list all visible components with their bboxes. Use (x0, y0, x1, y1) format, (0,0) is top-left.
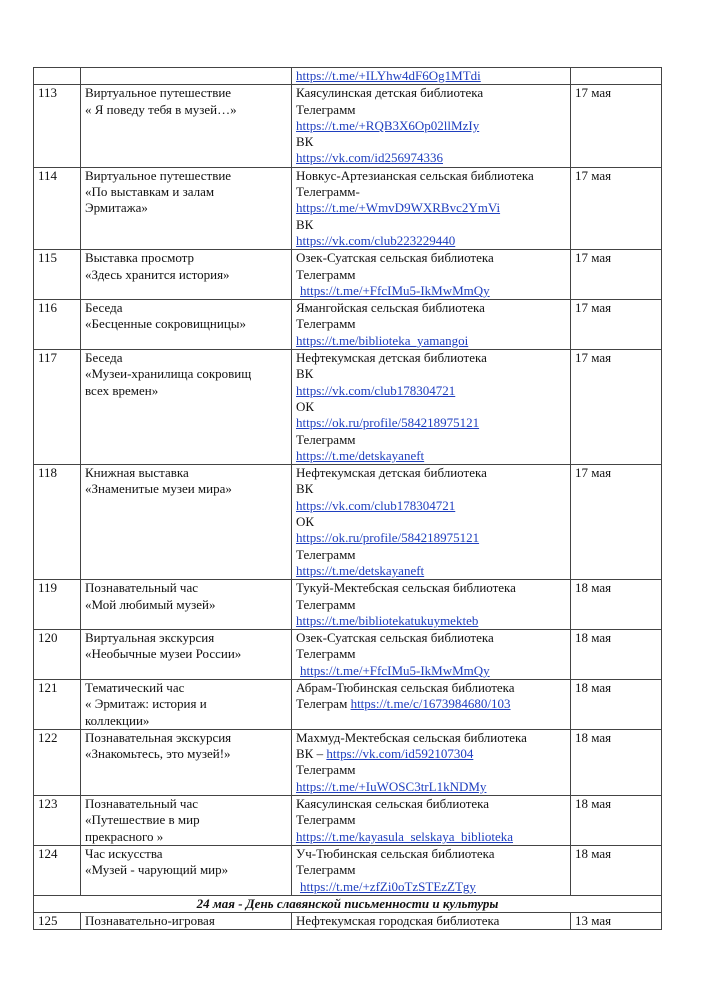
library-cell (292, 580, 571, 630)
social-link[interactable]: https://t.me/+RQB3X6Op02llMzIy (296, 117, 480, 133)
table-row (34, 796, 662, 846)
event-type: Познавательная экскурсия (85, 729, 232, 745)
row-number: 122 (34, 729, 81, 795)
library-name: Абрам-Тюбинская сельская библиотека (296, 679, 515, 695)
event-date: 18 мая (571, 679, 662, 729)
row-number: 114 (34, 167, 81, 249)
platform-label: ВК (296, 366, 314, 382)
library-name: Каясулинская сельская библиотека (296, 796, 490, 812)
event-title: «Музеи-хранилища сокровищ (85, 366, 252, 382)
event-type: Час искусства (85, 845, 163, 861)
platform-label: ВК (296, 481, 314, 497)
event-type: Беседа (85, 300, 123, 316)
event-title-cont: всех времен» (85, 382, 159, 398)
social-link[interactable]: https://ok.ru/profile/584218975121 (296, 530, 480, 546)
row-number: 117 (34, 350, 81, 465)
table-row (34, 845, 662, 895)
library-cell (292, 300, 571, 350)
platform-label: Телеграмм (296, 101, 356, 117)
events-table (33, 67, 662, 930)
event-type: Познавательно-игровая (81, 913, 292, 930)
contact-line (296, 746, 566, 762)
event-type: Выставка просмотр (85, 250, 195, 266)
event-cell (81, 580, 292, 630)
platform-label: Телеграмм (296, 862, 356, 878)
row-number: 118 (34, 465, 81, 580)
library-name: Тукуй-Мектебская сельская библиотека (296, 580, 516, 596)
event-date: 13 мая (571, 913, 662, 930)
event-title: «Бесценные сокровищницы» (85, 316, 247, 332)
library-name: Махмуд-Мектебская сельская библиотека (296, 729, 527, 745)
event-cell (81, 729, 292, 795)
section-row (34, 895, 662, 912)
row-number: 119 (34, 580, 81, 630)
event-type: Познавательный час (85, 580, 198, 596)
event-cell (81, 167, 292, 249)
library-cell (292, 796, 571, 846)
library-name: Озек-Суатская сельская библиотека (296, 250, 494, 266)
telegram-link[interactable]: https://t.me/+ILYhw4dF6Og1MTdi (296, 68, 481, 83)
event-title: «Музей - чарующий мир» (85, 862, 229, 878)
event-title: «По выставкам и залам (85, 184, 215, 200)
event-date: 18 мая (571, 845, 662, 895)
social-link[interactable]: https://vk.com/id256974336 (296, 150, 443, 166)
event-title: «Знакомьтесь, это музей!» (85, 746, 231, 762)
row-number: 124 (34, 845, 81, 895)
event-date: 17 мая (571, 465, 662, 580)
event-date: 17 мая (571, 167, 662, 249)
section-title: 24 мая - День славянской письменности и культуры (34, 895, 662, 912)
platform-label: ВК – (296, 746, 327, 762)
row-number: 123 (34, 796, 81, 846)
library-cell (292, 729, 571, 795)
event-title-cont: коллекции» (85, 712, 150, 728)
event-title: «Мой любимый музей» (85, 596, 216, 612)
library-name: Новкус-Артезианская сельская библиотека (296, 167, 534, 183)
table-row (34, 250, 662, 300)
library-cell (292, 630, 571, 680)
platform-label: Телеграмм (296, 646, 356, 662)
platform-label: Телеграмм (296, 762, 356, 778)
event-date: 17 мая (571, 85, 662, 167)
platform-label: Телеграмм (296, 596, 356, 612)
library-cell (292, 85, 571, 167)
social-link[interactable]: https://t.me/+FfcIMu5-IkMwMmQy (300, 282, 490, 298)
platform-label: Телеграмм (296, 431, 356, 447)
library-name: Каясулинская детская библиотека (296, 85, 484, 101)
social-link[interactable]: https://ok.ru/profile/584218975121 (296, 415, 480, 431)
library-cell (292, 679, 571, 729)
event-cell (81, 250, 292, 300)
social-link[interactable]: https://t.me/kayasula_selskaya_biblioteka (296, 828, 513, 844)
library-name: Уч-Тюбинская сельская библиотека (296, 845, 495, 861)
event-date: 18 мая (571, 796, 662, 846)
event-type: Виртуальное путешествие (85, 167, 232, 183)
platform-label: ОК (296, 398, 315, 414)
event-title: « Я поведу тебя в музей…» (85, 101, 237, 117)
platform-label: ОК (296, 514, 315, 530)
event-date: 17 мая (571, 300, 662, 350)
row-number: 120 (34, 630, 81, 680)
table-row (34, 300, 662, 350)
library-cell (292, 845, 571, 895)
table-row (34, 167, 662, 249)
table-row (34, 580, 662, 630)
event-type: Тематический час (85, 679, 185, 695)
event-type: Виртуальное путешествие (85, 85, 232, 101)
event-title: «Здесь хранится история» (85, 266, 230, 282)
event-cell (81, 350, 292, 465)
event-cell (81, 796, 292, 846)
library-name: Нефтекумская городская библиотека (292, 913, 571, 930)
social-link[interactable]: https://t.me/+WmvD9WXRBvc2YmVi (296, 200, 501, 216)
library-cell (292, 250, 571, 300)
table-row (34, 85, 662, 167)
event-cell (81, 465, 292, 580)
social-link[interactable]: https://t.me/+IuWOSC3trL1kNDMy (296, 778, 487, 794)
social-link[interactable]: https://t.me/+FfcIMu5-IkMwMmQy (300, 662, 490, 678)
table-row-top (34, 68, 662, 85)
contact-line (296, 696, 566, 712)
table-row (34, 679, 662, 729)
library-cell (292, 350, 571, 465)
row-number: 115 (34, 250, 81, 300)
event-cell (81, 845, 292, 895)
event-title-cont: Эрмитажа» (85, 200, 148, 216)
event-date: 17 мая (571, 350, 662, 465)
platform-label: ВК (296, 216, 314, 232)
platform-label: Телеграмм (296, 812, 356, 828)
social-link[interactable]: https://t.me/detskayaneft (296, 562, 425, 578)
table-row (34, 350, 662, 465)
table-row (34, 913, 662, 930)
table-row (34, 729, 662, 795)
platform-label: Телеграмм- (296, 184, 360, 200)
table-row (34, 465, 662, 580)
social-link[interactable]: https://t.me/+zfZi0oTzSTEzZTgy (300, 878, 476, 894)
event-date: 18 мая (571, 630, 662, 680)
event-cell (81, 300, 292, 350)
event-date: 18 мая (571, 729, 662, 795)
library-cell (292, 167, 571, 249)
social-link[interactable]: https://vk.com/club178304721 (296, 382, 456, 398)
platform-label: Телеграмм (296, 546, 356, 562)
event-title: «Путешествие в мир (85, 812, 200, 828)
event-type: Познавательный час (85, 796, 198, 812)
event-date: 17 мая (571, 250, 662, 300)
event-type: Беседа (85, 350, 123, 366)
event-cell (81, 630, 292, 680)
event-title: «Необычные музеи России» (85, 646, 242, 662)
table-row (34, 630, 662, 680)
event-title: «Знаменитые музеи мира» (85, 481, 232, 497)
event-title: « Эрмитаж: история и (85, 696, 207, 712)
event-title-cont: прекрасного » (85, 828, 164, 844)
social-link[interactable]: https://vk.com/id592107304 (326, 746, 474, 762)
platform-label: Телеграмм (296, 316, 356, 332)
event-cell (81, 679, 292, 729)
library-name: Нефтекумская детская библиотека (296, 465, 487, 481)
event-cell (81, 85, 292, 167)
row-number: 125 (34, 913, 81, 930)
platform-label: ВК (296, 134, 314, 150)
social-link[interactable]: https://t.me/detskayaneft (296, 447, 425, 463)
library-name: Озек-Суатская сельская библиотека (296, 630, 494, 646)
event-type: Книжная выставка (85, 465, 189, 481)
events-table-page (33, 67, 657, 930)
library-name: Ямангойская сельская библиотека (296, 300, 485, 316)
row-number: 113 (34, 85, 81, 167)
social-link[interactable]: https://t.me/bibliotekatukuymekteb (296, 612, 479, 628)
library-cell (292, 465, 571, 580)
social-link[interactable]: https://vk.com/club223229440 (296, 232, 456, 248)
platform-label: Телеграм (296, 696, 351, 712)
library-name: Нефтекумская детская библиотека (296, 350, 487, 366)
social-link[interactable]: https://t.me/c/1673984680/103 (350, 696, 511, 712)
row-number: 116 (34, 300, 81, 350)
platform-label: Телеграмм (296, 266, 356, 282)
row-number: 121 (34, 679, 81, 729)
social-link[interactable]: https://vk.com/club178304721 (296, 497, 456, 513)
event-type: Виртуальная экскурсия (85, 630, 215, 646)
social-link[interactable]: https://t.me/biblioteka_yamangoi (296, 332, 469, 348)
event-date: 18 мая (571, 580, 662, 630)
